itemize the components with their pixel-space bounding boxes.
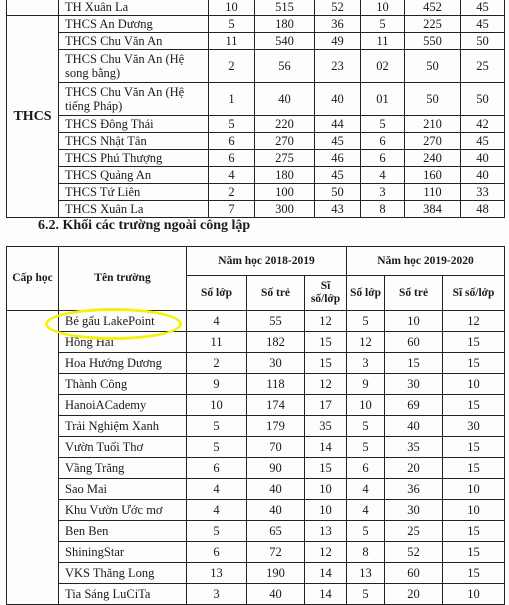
- value-cell: 15: [443, 458, 505, 479]
- table-row: [7, 33, 505, 50]
- value-cell: 6: [209, 133, 255, 150]
- value-cell: 2: [209, 184, 255, 201]
- value-cell: 02: [361, 50, 405, 83]
- value-cell: 36: [315, 16, 361, 33]
- value-cell: 10: [305, 500, 347, 521]
- value-cell: 180: [255, 16, 315, 33]
- value-cell: 25: [385, 521, 443, 542]
- table-row: [7, 167, 505, 184]
- value-cell: 48: [461, 201, 505, 218]
- school-name-cell: THCS Đông Thái: [59, 116, 209, 133]
- school-name-cell: THCS Chu Văn An: [59, 33, 209, 50]
- table-row: [7, 201, 505, 218]
- value-cell: 5: [209, 16, 255, 33]
- value-cell: 8: [361, 201, 405, 218]
- value-cell: 13: [187, 563, 247, 584]
- school-name-cell: Tia Sáng LuCiTa: [59, 584, 187, 605]
- value-cell: 30: [385, 374, 443, 395]
- value-cell: 01: [361, 83, 405, 116]
- value-cell: 25: [461, 50, 505, 83]
- value-cell: 6: [187, 542, 247, 563]
- value-cell: 275: [255, 150, 315, 167]
- value-cell: 35: [305, 416, 347, 437]
- table-row: [7, 500, 505, 521]
- value-cell: 550: [405, 33, 461, 50]
- school-name-cell: Sao Mai: [59, 479, 187, 500]
- value-cell: 30: [443, 416, 505, 437]
- value-cell: 5: [347, 584, 385, 605]
- school-name-cell: ShiningStar: [59, 542, 187, 563]
- value-cell: 4: [361, 167, 405, 184]
- table-row: [7, 458, 505, 479]
- value-cell: 5: [361, 16, 405, 33]
- table-header: [7, 247, 505, 311]
- school-name-cell: THCS Quảng An: [59, 167, 209, 184]
- value-cell: 49: [315, 33, 361, 50]
- table-row: [7, 584, 505, 605]
- header-so-lop: Số lớp: [187, 276, 247, 311]
- value-cell: 515: [255, 0, 315, 16]
- value-cell: 2: [209, 50, 255, 83]
- value-cell: 46: [315, 150, 361, 167]
- value-cell: 12: [305, 374, 347, 395]
- value-cell: 8: [347, 542, 385, 563]
- table-row: [7, 542, 505, 563]
- school-name-cell: Hoa Hướng Dương: [59, 353, 187, 374]
- value-cell: 220: [255, 116, 315, 133]
- value-cell: 110: [405, 184, 461, 201]
- table-row: [7, 16, 505, 33]
- value-cell: 15: [443, 542, 505, 563]
- value-cell: 1: [209, 83, 255, 116]
- value-cell: 50: [405, 83, 461, 116]
- value-cell: 300: [255, 201, 315, 218]
- value-cell: 43: [315, 201, 361, 218]
- value-cell: 10: [443, 584, 505, 605]
- value-cell: 15: [305, 458, 347, 479]
- table-row: [7, 184, 505, 201]
- value-cell: 118: [247, 374, 305, 395]
- value-cell: 240: [405, 150, 461, 167]
- value-cell: 40: [461, 150, 505, 167]
- value-cell: 10: [361, 0, 405, 16]
- value-cell: 15: [443, 563, 505, 584]
- value-cell: 11: [209, 33, 255, 50]
- value-cell: 70: [247, 437, 305, 458]
- value-cell: 72: [247, 542, 305, 563]
- value-cell: 50: [315, 184, 361, 201]
- school-name-cell: Bé gấu LakePoint: [59, 311, 187, 332]
- value-cell: 11: [187, 332, 247, 353]
- value-cell: 13: [347, 563, 385, 584]
- school-name-cell: Hồng Hải: [59, 332, 187, 353]
- value-cell: 10: [187, 395, 247, 416]
- value-cell: 60: [385, 332, 443, 353]
- header-year-2018-2019: Năm học 2018-2019: [187, 247, 347, 276]
- value-cell: 36: [385, 479, 443, 500]
- school-name-cell: HanoiACademy: [59, 395, 187, 416]
- value-cell: 6: [361, 133, 405, 150]
- table-row: [7, 311, 505, 332]
- table-row: [7, 0, 505, 16]
- value-cell: 20: [385, 584, 443, 605]
- table-row: [7, 521, 505, 542]
- value-cell: 5: [361, 116, 405, 133]
- value-cell: 69: [385, 395, 443, 416]
- value-cell: 14: [305, 584, 347, 605]
- private-schools-table: [6, 246, 505, 605]
- value-cell: 44: [315, 116, 361, 133]
- value-cell: 15: [443, 395, 505, 416]
- value-cell: 5: [187, 521, 247, 542]
- value-cell: 90: [247, 458, 305, 479]
- value-cell: 15: [305, 332, 347, 353]
- value-cell: 60: [385, 563, 443, 584]
- level-cell: [7, 0, 59, 16]
- value-cell: 45: [315, 167, 361, 184]
- header-si-so-lop: Sĩ số/lớp: [305, 276, 347, 311]
- header-ten-truong: Tên trường: [59, 247, 187, 311]
- header-si-so-lop: Sĩ số/lớp: [443, 276, 505, 311]
- school-name-cell: Thành Công: [59, 374, 187, 395]
- school-name-cell: Vầng Trăng: [59, 458, 187, 479]
- value-cell: 3: [361, 184, 405, 201]
- value-cell: 40: [247, 479, 305, 500]
- value-cell: 14: [305, 563, 347, 584]
- value-cell: 5: [347, 416, 385, 437]
- school-name-cell: Khu Vườn Ước mơ: [59, 500, 187, 521]
- value-cell: 3: [187, 584, 247, 605]
- value-cell: 10: [305, 479, 347, 500]
- value-cell: 190: [247, 563, 305, 584]
- school-name-cell: Trải Nghiệm Xanh: [59, 416, 187, 437]
- value-cell: 10: [443, 500, 505, 521]
- value-cell: 5: [347, 437, 385, 458]
- level-cell: THCS: [7, 16, 59, 218]
- section-title: 6.2. Khối các trường ngoài công lập: [38, 218, 251, 233]
- value-cell: 15: [443, 353, 505, 374]
- value-cell: 30: [385, 500, 443, 521]
- table-row: [7, 150, 505, 167]
- value-cell: 50: [461, 33, 505, 50]
- table-row: [7, 437, 505, 458]
- value-cell: 452: [405, 0, 461, 16]
- table-row: [7, 563, 505, 584]
- value-cell: 30: [247, 353, 305, 374]
- value-cell: 13: [305, 521, 347, 542]
- header-cap-hoc: Cấp học: [7, 247, 59, 311]
- value-cell: 4: [187, 479, 247, 500]
- value-cell: 210: [405, 116, 461, 133]
- value-cell: 9: [187, 374, 247, 395]
- value-cell: 6: [187, 458, 247, 479]
- value-cell: 4: [187, 500, 247, 521]
- value-cell: 100: [255, 184, 315, 201]
- value-cell: 33: [461, 184, 505, 201]
- value-cell: 50: [461, 83, 505, 116]
- value-cell: 9: [347, 374, 385, 395]
- thcs-table: [6, 0, 505, 218]
- value-cell: 4: [209, 167, 255, 184]
- value-cell: 45: [461, 0, 505, 16]
- value-cell: 45: [461, 16, 505, 33]
- value-cell: 65: [247, 521, 305, 542]
- school-name-cell: TH Xuân La: [59, 0, 209, 16]
- value-cell: 45: [461, 133, 505, 150]
- value-cell: 384: [405, 201, 461, 218]
- value-cell: 15: [305, 353, 347, 374]
- value-cell: 40: [315, 83, 361, 116]
- table-row: [7, 353, 505, 374]
- value-cell: 52: [385, 542, 443, 563]
- header-row: [7, 247, 505, 276]
- table-row: [7, 50, 505, 83]
- school-name-cell: THCS Chu Văn An (Hệ tiếng Pháp): [59, 83, 209, 116]
- school-name-cell: THCS Xuân La: [59, 201, 209, 218]
- school-name-cell: THCS Tứ Liên: [59, 184, 209, 201]
- value-cell: 15: [385, 353, 443, 374]
- value-cell: 40: [247, 584, 305, 605]
- value-cell: 4: [187, 311, 247, 332]
- value-cell: 12: [305, 542, 347, 563]
- table-row: [7, 479, 505, 500]
- table-row: [7, 116, 505, 133]
- value-cell: 50: [405, 50, 461, 83]
- value-cell: 7: [209, 201, 255, 218]
- value-cell: 12: [347, 332, 385, 353]
- value-cell: 225: [405, 16, 461, 33]
- level-cell: [7, 311, 59, 605]
- value-cell: 15: [443, 332, 505, 353]
- private-schools-body: [7, 311, 505, 605]
- value-cell: 23: [315, 50, 361, 83]
- value-cell: 10: [209, 0, 255, 16]
- header-so-tre: Số trẻ: [385, 276, 443, 311]
- value-cell: 11: [361, 33, 405, 50]
- school-name-cell: VKS Thăng Long: [59, 563, 187, 584]
- value-cell: 180: [255, 167, 315, 184]
- value-cell: 10: [347, 395, 385, 416]
- value-cell: 270: [255, 133, 315, 150]
- value-cell: 15: [443, 437, 505, 458]
- value-cell: 12: [305, 311, 347, 332]
- value-cell: 4: [347, 479, 385, 500]
- value-cell: 17: [305, 395, 347, 416]
- value-cell: 5: [347, 311, 385, 332]
- header-so-lop: Số lớp: [347, 276, 385, 311]
- value-cell: 40: [461, 167, 505, 184]
- value-cell: 4: [347, 500, 385, 521]
- value-cell: 14: [305, 437, 347, 458]
- school-name-cell: Vườn Tuổi Thơ: [59, 437, 187, 458]
- value-cell: 2: [187, 353, 247, 374]
- value-cell: 6: [209, 150, 255, 167]
- school-name-cell: THCS An Dương: [59, 16, 209, 33]
- value-cell: 270: [405, 133, 461, 150]
- school-name-cell: Ben Ben: [59, 521, 187, 542]
- value-cell: 15: [443, 521, 505, 542]
- value-cell: 45: [315, 133, 361, 150]
- value-cell: 40: [247, 500, 305, 521]
- table-row: [7, 332, 505, 353]
- school-name-cell: THCS Nhật Tân: [59, 133, 209, 150]
- value-cell: 179: [247, 416, 305, 437]
- table-row: [7, 416, 505, 437]
- value-cell: 5: [187, 416, 247, 437]
- value-cell: 56: [255, 50, 315, 83]
- value-cell: 3: [347, 353, 385, 374]
- value-cell: 52: [315, 0, 361, 16]
- value-cell: 5: [187, 437, 247, 458]
- value-cell: 174: [247, 395, 305, 416]
- table-row: [7, 133, 505, 150]
- value-cell: 10: [443, 479, 505, 500]
- value-cell: 35: [385, 437, 443, 458]
- value-cell: 6: [347, 458, 385, 479]
- thcs-table-body: [7, 0, 505, 218]
- school-name-cell: THCS Chu Văn An (Hệ song bằng): [59, 50, 209, 83]
- value-cell: 10: [443, 374, 505, 395]
- school-name-cell: THCS Phú Thượng: [59, 150, 209, 167]
- header-so-tre: Số trẻ: [247, 276, 305, 311]
- value-cell: 5: [209, 116, 255, 133]
- table-row: [7, 83, 505, 116]
- value-cell: 20: [385, 458, 443, 479]
- header-year-2019-2020: Năm học 2019-2020: [347, 247, 505, 276]
- table-row: [7, 374, 505, 395]
- value-cell: 12: [443, 311, 505, 332]
- value-cell: 540: [255, 33, 315, 50]
- table-row: [7, 395, 505, 416]
- value-cell: 10: [385, 311, 443, 332]
- value-cell: 40: [385, 416, 443, 437]
- value-cell: 42: [461, 116, 505, 133]
- value-cell: 5: [347, 521, 385, 542]
- value-cell: 182: [247, 332, 305, 353]
- value-cell: 40: [255, 83, 315, 116]
- value-cell: 6: [361, 150, 405, 167]
- value-cell: 55: [247, 311, 305, 332]
- value-cell: 160: [405, 167, 461, 184]
